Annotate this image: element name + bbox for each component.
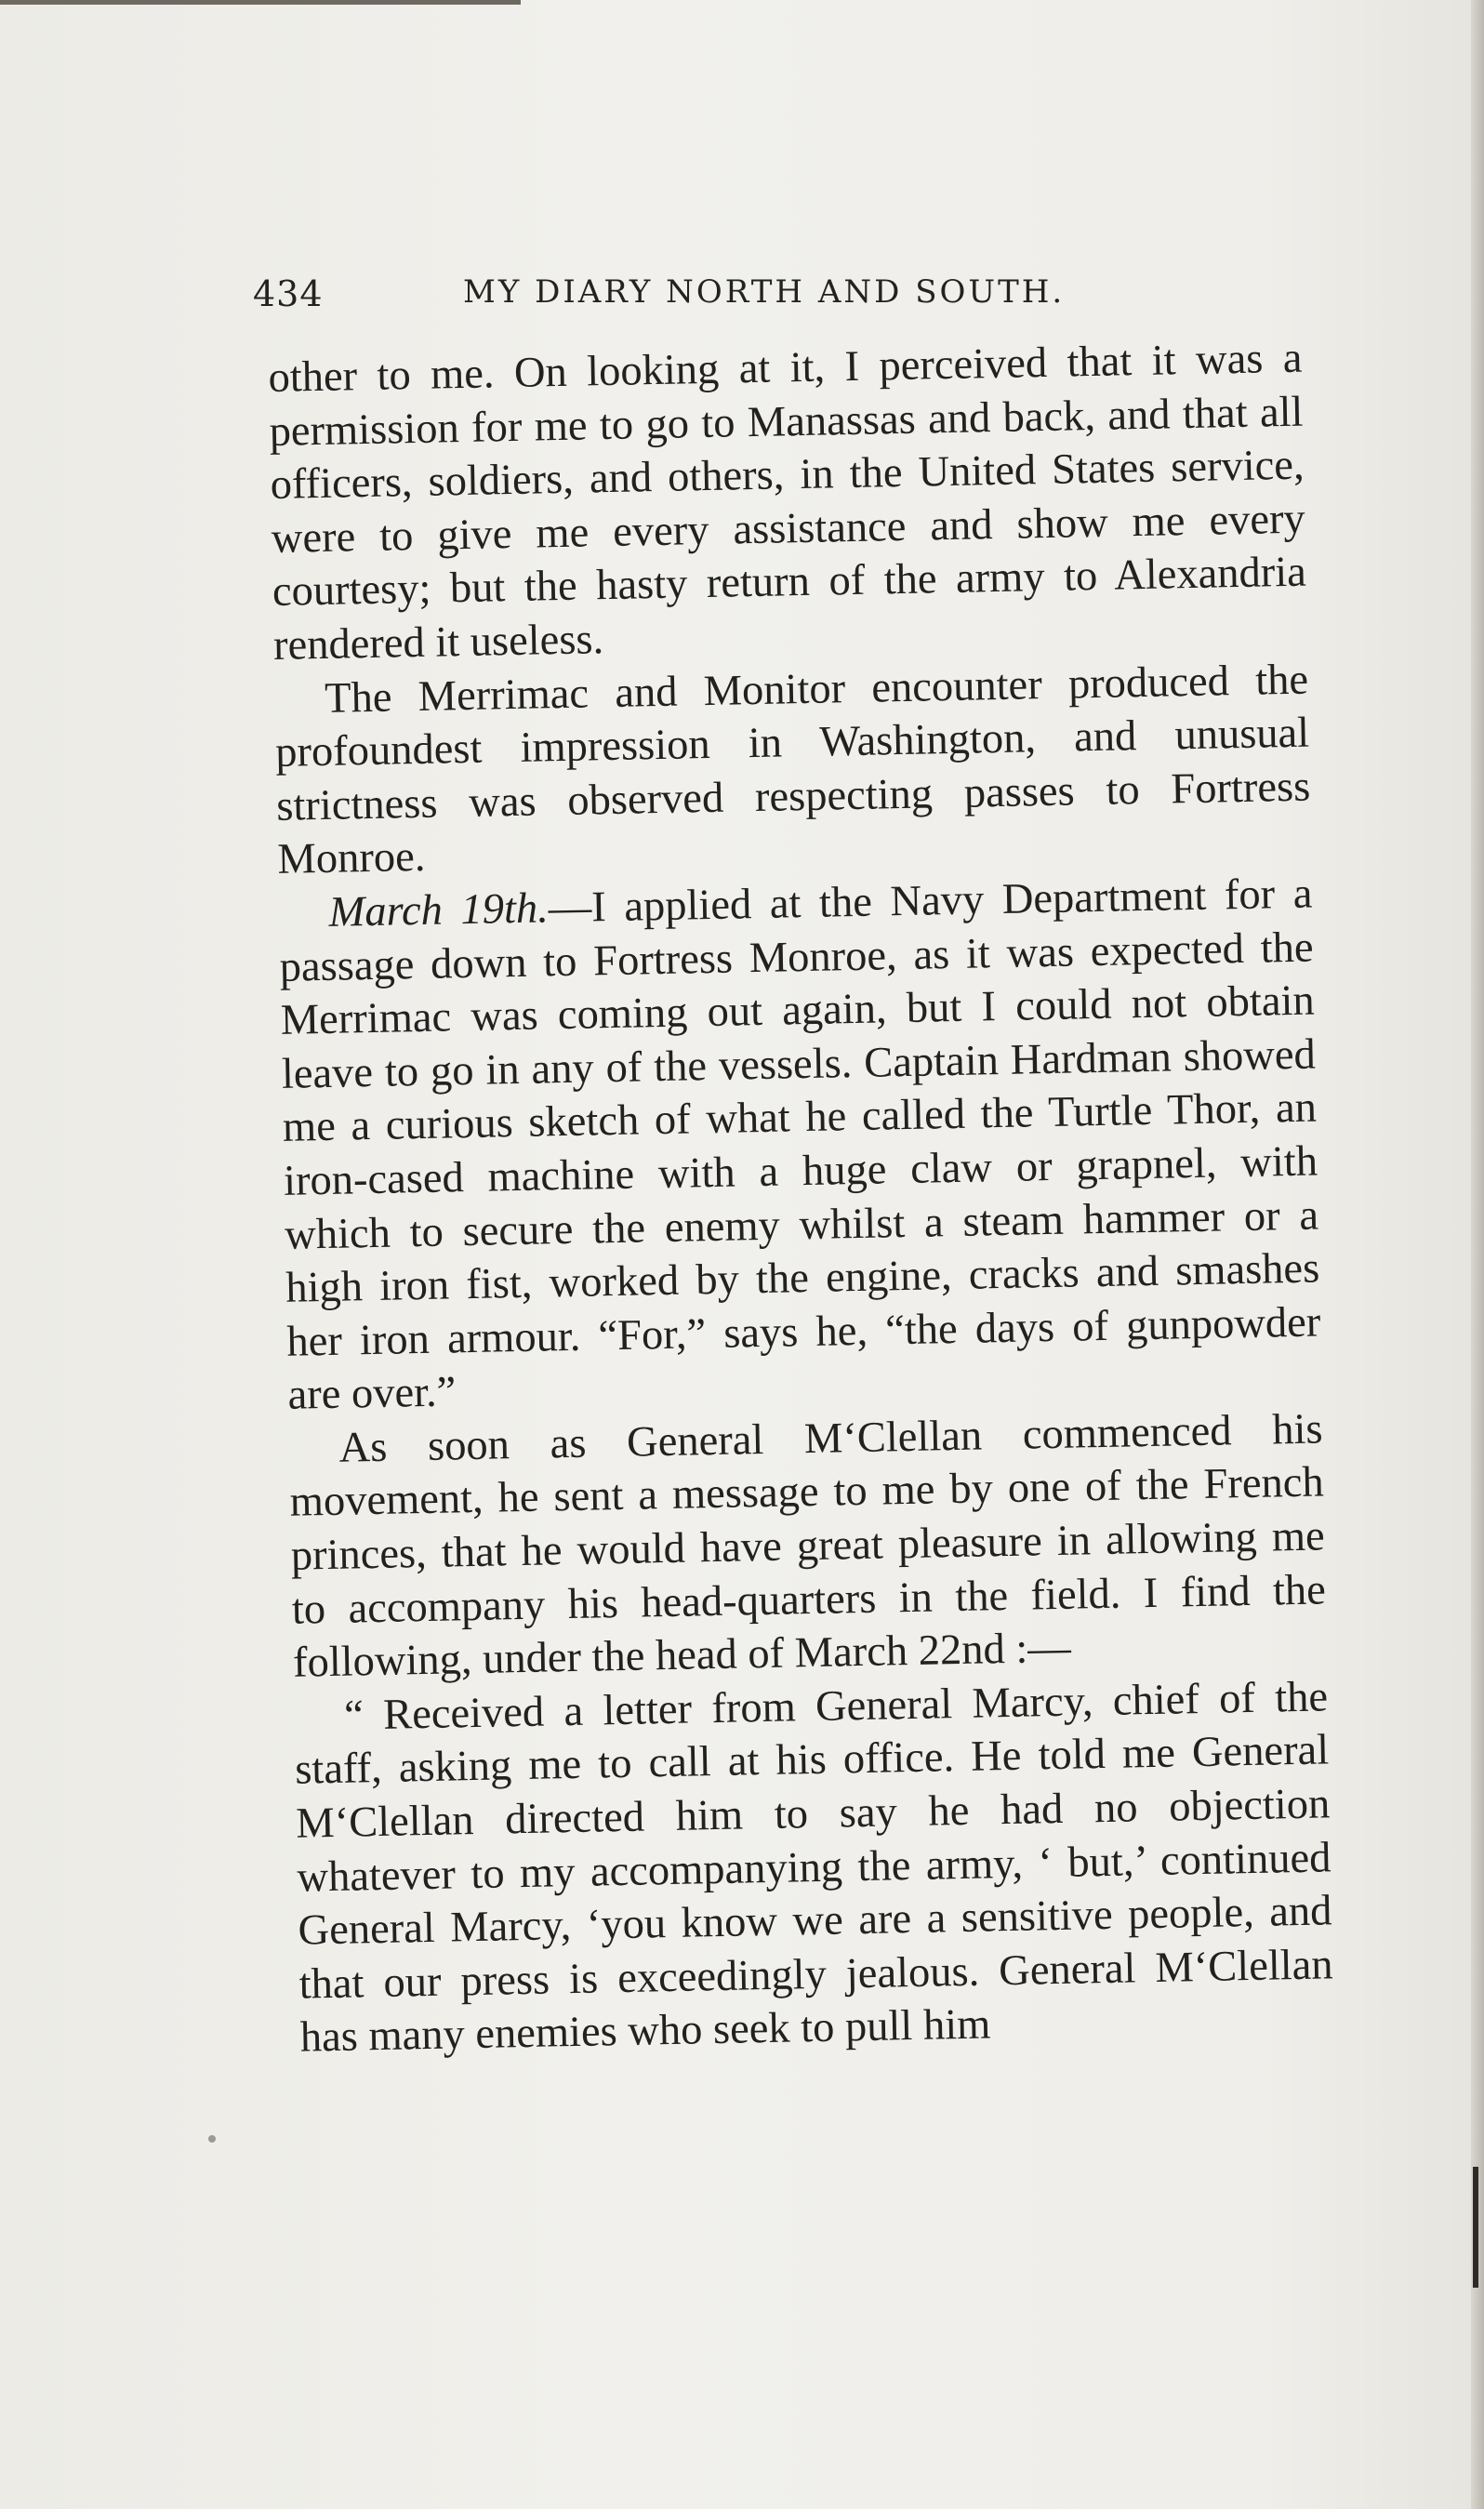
scan-top-edge: [0, 0, 521, 5]
binding-mark: [1473, 2167, 1478, 2288]
paragraph-march-19-text: —I applied at the Navy Department for a passage down to Fortress Monroe, as it was expected the Merrimac was coming out again, but I could not obtain leave to go in any of the vessels. Captain Hardman showed me a curious sketch of what he called the Turtle Thor, an iron-cased machine with a huge claw or grapnel, with which to secure the enemy whilst a steam hammer or a high iron fist, worked by the engine, cracks and smashes her iron armour. “For,” says he, “the days of gunpowder are over.”: [279, 870, 1321, 1420]
running-title: MY DIARY NORTH AND SOUTH.: [463, 273, 1066, 311]
paragraph-mcclellan-movement: As soon as General M‘Clellan commenced his movement, he sent a message to me by one of the French princes, that he would have great pleasure in allowing me to accompany his head-quarters in the field. I find the following, under the head of March 22nd :—: [289, 1405, 1327, 1687]
paper-speck: [208, 2135, 216, 2143]
paragraph-march-19: [278, 867, 1322, 1422]
page-number: 434: [253, 273, 324, 314]
running-header: [253, 268, 1313, 320]
paragraph-marcy-letter: “ Received a letter from General Marcy, chief of the staff, asking me to call at his office. He told me General M‘Clellan directed him to say he had no objection whatever to my accompanying the army, ‘ but,’ continued General Marcy, ‘you know we are a sensitive people, and that our press is exceedingly jealous. General M‘Clellan has many enemies who seek to pull him: [294, 1673, 1334, 2063]
paragraph-continuation: other to me. On looking at it, I perceived that it was a permission for me to go to Manassas and back, and that all officers, soldiers, and others, in the United States service, were to give me every assistance and show me every courtesy; but the hasty return of the army to Alexandria rendered it useless.: [268, 334, 1307, 670]
page-fore-edge: [1471, 0, 1484, 2509]
diary-date: March 19th.: [328, 884, 550, 936]
paragraph-merrimac-monitor: The Merrimac and Monitor encounter produced the profoundest impression in Washington, and unusual strictness was observed respecting passes to Fortress Monroe.: [274, 656, 1311, 884]
body-text: [268, 332, 1334, 2065]
